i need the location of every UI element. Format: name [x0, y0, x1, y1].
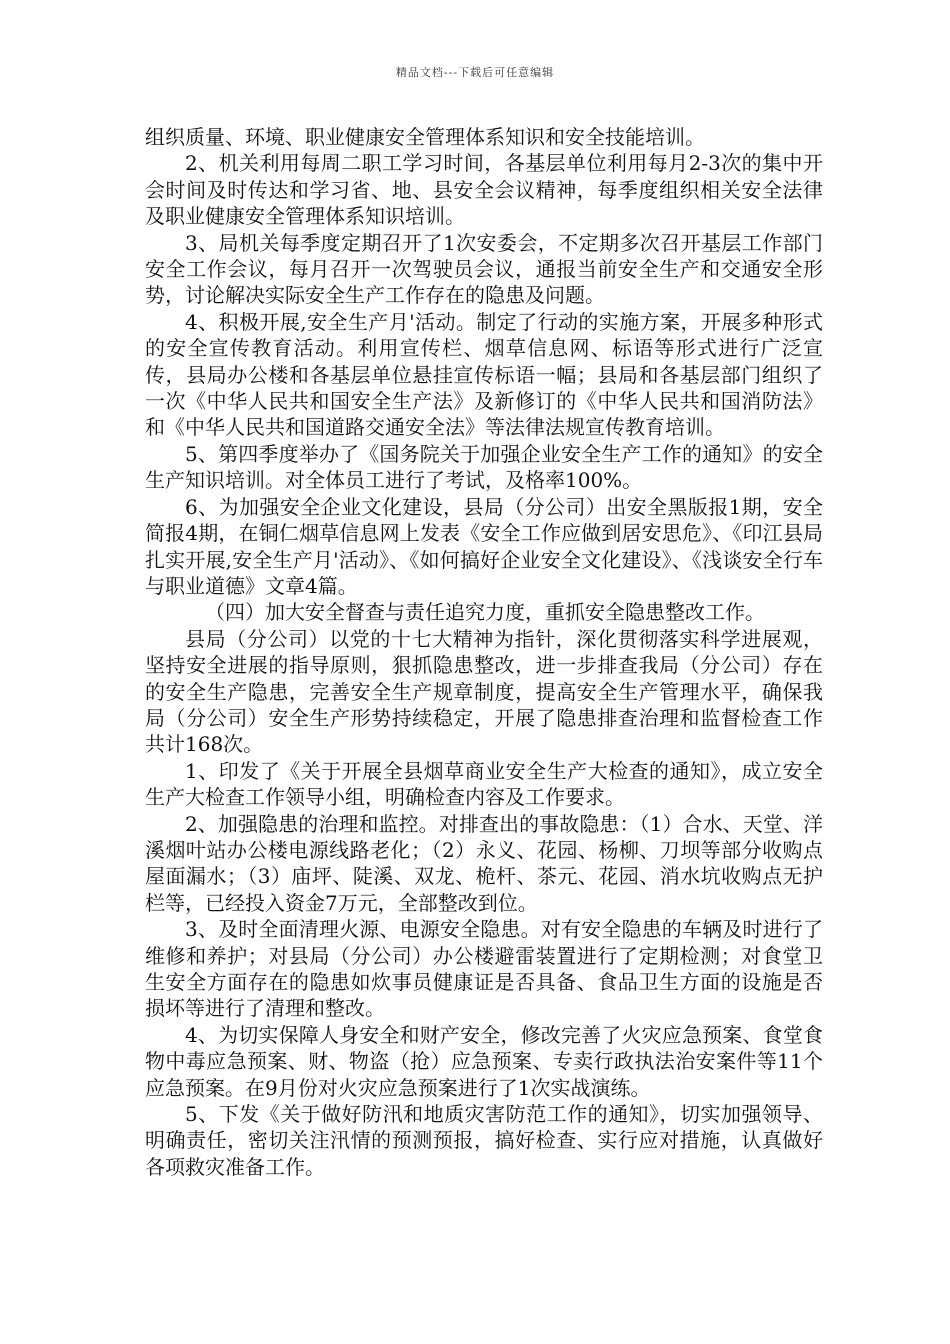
- document-body: [145, 124, 823, 1180]
- paragraph: 4、积极开展,安全生产月'活动。制定了行动的实施方案，开展多种形式的安全宣传教育活动。利用宣传栏、烟草信息网、标语等形式进行广泛宣传，县局办公楼和各基层单位悬挂宣传标语一幅；县局和各基层部门组织了一次《中华人民共和国安全生产法》及新修订的《中华人民共和国消防法》和《中华人民共和国道路交通安全法》等法律法规宣传教育培训。: [145, 309, 823, 440]
- paragraph: 3、及时全面清理火源、电源安全隐患。对有安全隐患的车辆及时进行了维修和养护；对县局（分公司）办公楼避雷装置进行了定期检测；对食堂卫生安全方面存在的隐患如炊事员健康证是否具备、食品卫生方面的设施是否损坏等进行了清理和整改。: [145, 917, 823, 1021]
- page-header: 精品文档---下载后可任意编辑: [395, 66, 555, 79]
- section-heading: （四）加大安全督查与责任追究力度，重抓安全隐患整改工作。: [205, 600, 765, 625]
- paragraph: 2、机关利用每周二职工学习时间，各基层单位利用每月2-3次的集中开会时间及时传达和学习省、地、县安全会议精神，每季度组织相关安全法律及职业健康安全管理体系知识培训。: [145, 151, 823, 229]
- paragraph: 2、加强隐患的治理和监控。对排查出的事故隐患：（1）合水、天堂、洋溪烟叶站办公楼电源线路老化；（2）永义、花园、杨柳、刀坝等部分收购点屋面漏水；（3）庙坪、陡溪、双龙、桅杆、茶元、花园、消水坑收购点无护栏等，已经投入资金7万元，全部整改到位。: [145, 811, 823, 915]
- paragraph: 3、局机关每季度定期召开了1次安委会，不定期多次召开基层工作部门安全工作会议，每月召开一次驾驶员会议，通报当前安全生产和交通安全形势，讨论解决实际安全生产工作存在的隐患及问题。: [145, 230, 823, 308]
- paragraph: 县局（分公司）以党的十七大精神为指针，深化贯彻落实科学进展观，坚持安全进展的指导原则，狠抓隐患整改，进一步排查我局（分公司）存在的安全生产隐患，完善安全生产规章制度，提高安全生产管理水平，确保我局（分公司）安全生产形势持续稳定，开展了隐患排查治理和监督检查工作共计168次。: [145, 626, 823, 757]
- paragraph: 5、第四季度举办了《国务院关于加强企业安全生产工作的通知》的安全生产知识培训。对全体员工进行了考试，及格率100%。: [145, 441, 823, 493]
- paragraph: 组织质量、环境、职业健康安全管理体系知识和安全技能培训。: [145, 125, 705, 149]
- paragraph: 4、为切实保障人身安全和财产安全，修改完善了火灾应急预案、食堂食物中毒应急预案、财、物盗（抢）应急预案、专卖行政执法治安案件等11个应急预案。在9月份对火灾应急预案进行了1次实战演练。: [145, 1022, 823, 1100]
- paragraph: 6、为加强安全企业文化建设，县局（分公司）出安全黑版报1期，安全简报4期，在铜仁烟草信息网上发表《安全工作应做到居安思危》、《印江县局扎实开展,安全生产月'活动》、《如何搞好企业安全文化建设》、《浅谈安全行车与职业道德》文章4篇。: [145, 494, 823, 598]
- paragraph: 1、印发了《关于开展全县烟草商业安全生产大检查的通知》，成立安全生产大检查工作领导小组，明确检查内容及工作要求。: [145, 758, 823, 810]
- paragraph: 5、下发《关于做好防汛和地质灾害防范工作的通知》，切实加强领导、明确责任，密切关注汛情的预测预报，搞好检查、实行应对措施，认真做好各项救灾准备工作。: [145, 1102, 823, 1179]
